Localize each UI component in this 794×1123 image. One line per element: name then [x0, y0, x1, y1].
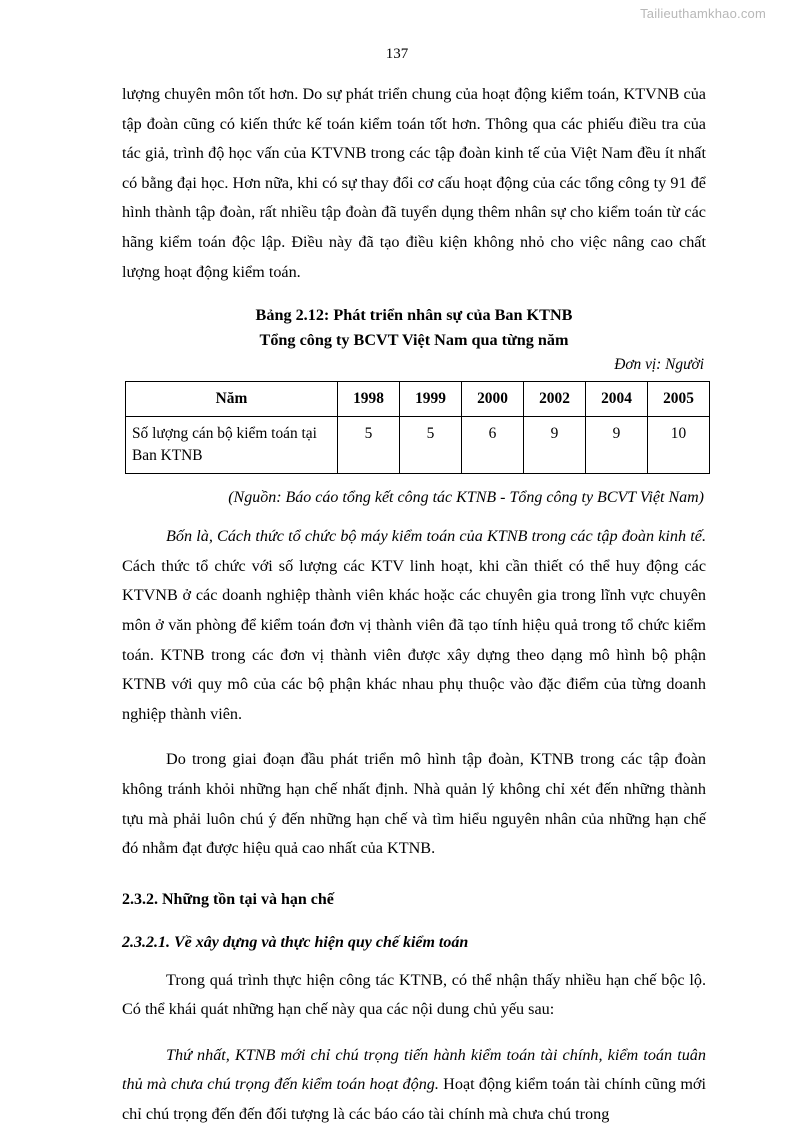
table-row-label: Số lượng cán bộ kiểm toán tại Ban KTNB	[126, 417, 338, 474]
paragraph-5	[122, 1041, 706, 1123]
table-cell-2004: 9	[586, 417, 648, 474]
heading-section-2-3-2-1: 2.3.2.1. Về xây dựng và thực hiện quy chế kiểm toán	[122, 933, 469, 951]
table-header-cell-2002: 2002	[524, 382, 586, 417]
table-cell-2000: 6	[462, 417, 524, 474]
paragraph-5-rest: Hoạt động kiểm toán tài chính cũng mới chỉ chú trọng đến đến đối tượng là các báo cáo tài chính mà chưa chú trong	[122, 1075, 706, 1123]
table-cell-2002: 9	[524, 417, 586, 474]
spacer	[122, 729, 706, 745]
paragraph-2-lead: Bốn là, Cách thức tổ chức bộ máy kiểm toán của KTNB trong các tập đoàn kinh tế.	[166, 527, 706, 546]
spacer	[122, 913, 706, 929]
table-header-cell-2005: 2005	[648, 382, 710, 417]
table-cell-1999: 5	[400, 417, 462, 474]
table-header-row	[126, 382, 710, 417]
paragraph-2-rest: Cách thức tổ chức với số lượng các KTV linh hoạt, khi cần thiết có thể huy động các KTVNB ở các doanh nghiệp thành viên khác hoặc các chuyên gia trong lĩnh vực chuyên môn ở văn phòng để kiểm toán đơn vị thành viên đã tạo tính hiệu quả trong tổ chức kiểm toán. KTNB trong các đơn vị thành viên được xây dựng theo dạng mô hình bộ phận KTNB với quy mô của các bộ phận khác nhau phụ thuộc vào đặc điểm của từng doanh nghiệp thành viên.	[122, 556, 706, 723]
table-cell-1998: 5	[338, 417, 400, 474]
page-content	[122, 80, 706, 1123]
paragraph-2	[122, 522, 706, 729]
spacer	[122, 287, 706, 303]
table-header-cell-2004: 2004	[586, 382, 648, 417]
watermark-text: Tailieuthamkhao.com	[640, 6, 766, 21]
spacer	[122, 512, 706, 522]
spacer	[122, 1025, 706, 1041]
heading-section-2-3-2: 2.3.2. Những tồn tại và hạn chế	[122, 890, 334, 908]
table-header-cell-1999: 1999	[400, 382, 462, 417]
table-header-cell-year-label: Năm	[126, 382, 338, 417]
personnel-table	[125, 381, 710, 474]
table-cell-2005: 10	[648, 417, 710, 474]
table-title-line-2: Tổng công ty BCVT Việt Nam qua từng năm	[259, 331, 569, 350]
table-header-cell-2000: 2000	[462, 382, 524, 417]
table-row	[126, 417, 710, 474]
spacer	[122, 864, 706, 886]
table-header-cell-1998: 1998	[338, 382, 400, 417]
paragraph-5-lead: Thứ nhất, KTNB mới chỉ chú trọng tiến hành kiểm toán tài chính, kiểm toán tuân thủ mà chưa chú trọng đến kiểm toán hoạt động.	[122, 1045, 706, 1094]
spacer	[122, 956, 706, 966]
table-unit-label: Đơn vị: Người	[614, 356, 704, 374]
table-title-line-1: Bảng 2.12: Phát triển nhân sự của Ban KTNB	[255, 306, 573, 325]
page-number: 137	[385, 46, 409, 62]
paragraph-4: Trong quá trình thực hiện công tác KTNB, có thể nhận thấy nhiều hạn chế bộc lộ. Có thể khái quát những hạn chế này qua các nội dung chủ yếu sau:	[122, 970, 706, 1019]
spacer	[122, 474, 706, 484]
table-source-note: (Nguồn: Báo cáo tổng kết công tác KTNB - Tổng công ty BCVT Việt Nam)	[228, 489, 704, 507]
paragraph-1: lượng chuyên môn tốt hơn. Do sự phát triển chung của hoạt động kiểm toán, KTVNB của tập đoàn cũng có kiến thức kế toán kiểm toán tốt hơn. Thông qua các phiếu điều tra của tác giả, trình độ học vấn của KTVNB trong các tập đoàn kinh tế của Việt Nam đều ít nhất có bằng đại học. Hơn nữa, khi có sự thay đổi cơ cấu hoạt động của các tổng công ty 91 để hình thành tập đoàn, rất nhiều tập đoàn đã tuyển dụng thêm nhân sự cho kiểm toán từ các hãng kiểm toán độc lập. Điều này đã tạo điều kiện không nhỏ cho việc nâng cao chất lượng hoạt động kiểm toán.	[122, 85, 706, 281]
paragraph-3: Do trong giai đoạn đầu phát triển mô hình tập đoàn, KTNB trong các tập đoàn không tránh khỏi những hạn chế nhất định. Nhà quản lý không chỉ xét đến những thành tựu mà phải luôn chú ý đến những hạn chế và tìm hiểu nguyên nhân của những hạn chế đó nhằm đạt được hiệu quả cao nhất của KTNB.	[122, 750, 706, 858]
